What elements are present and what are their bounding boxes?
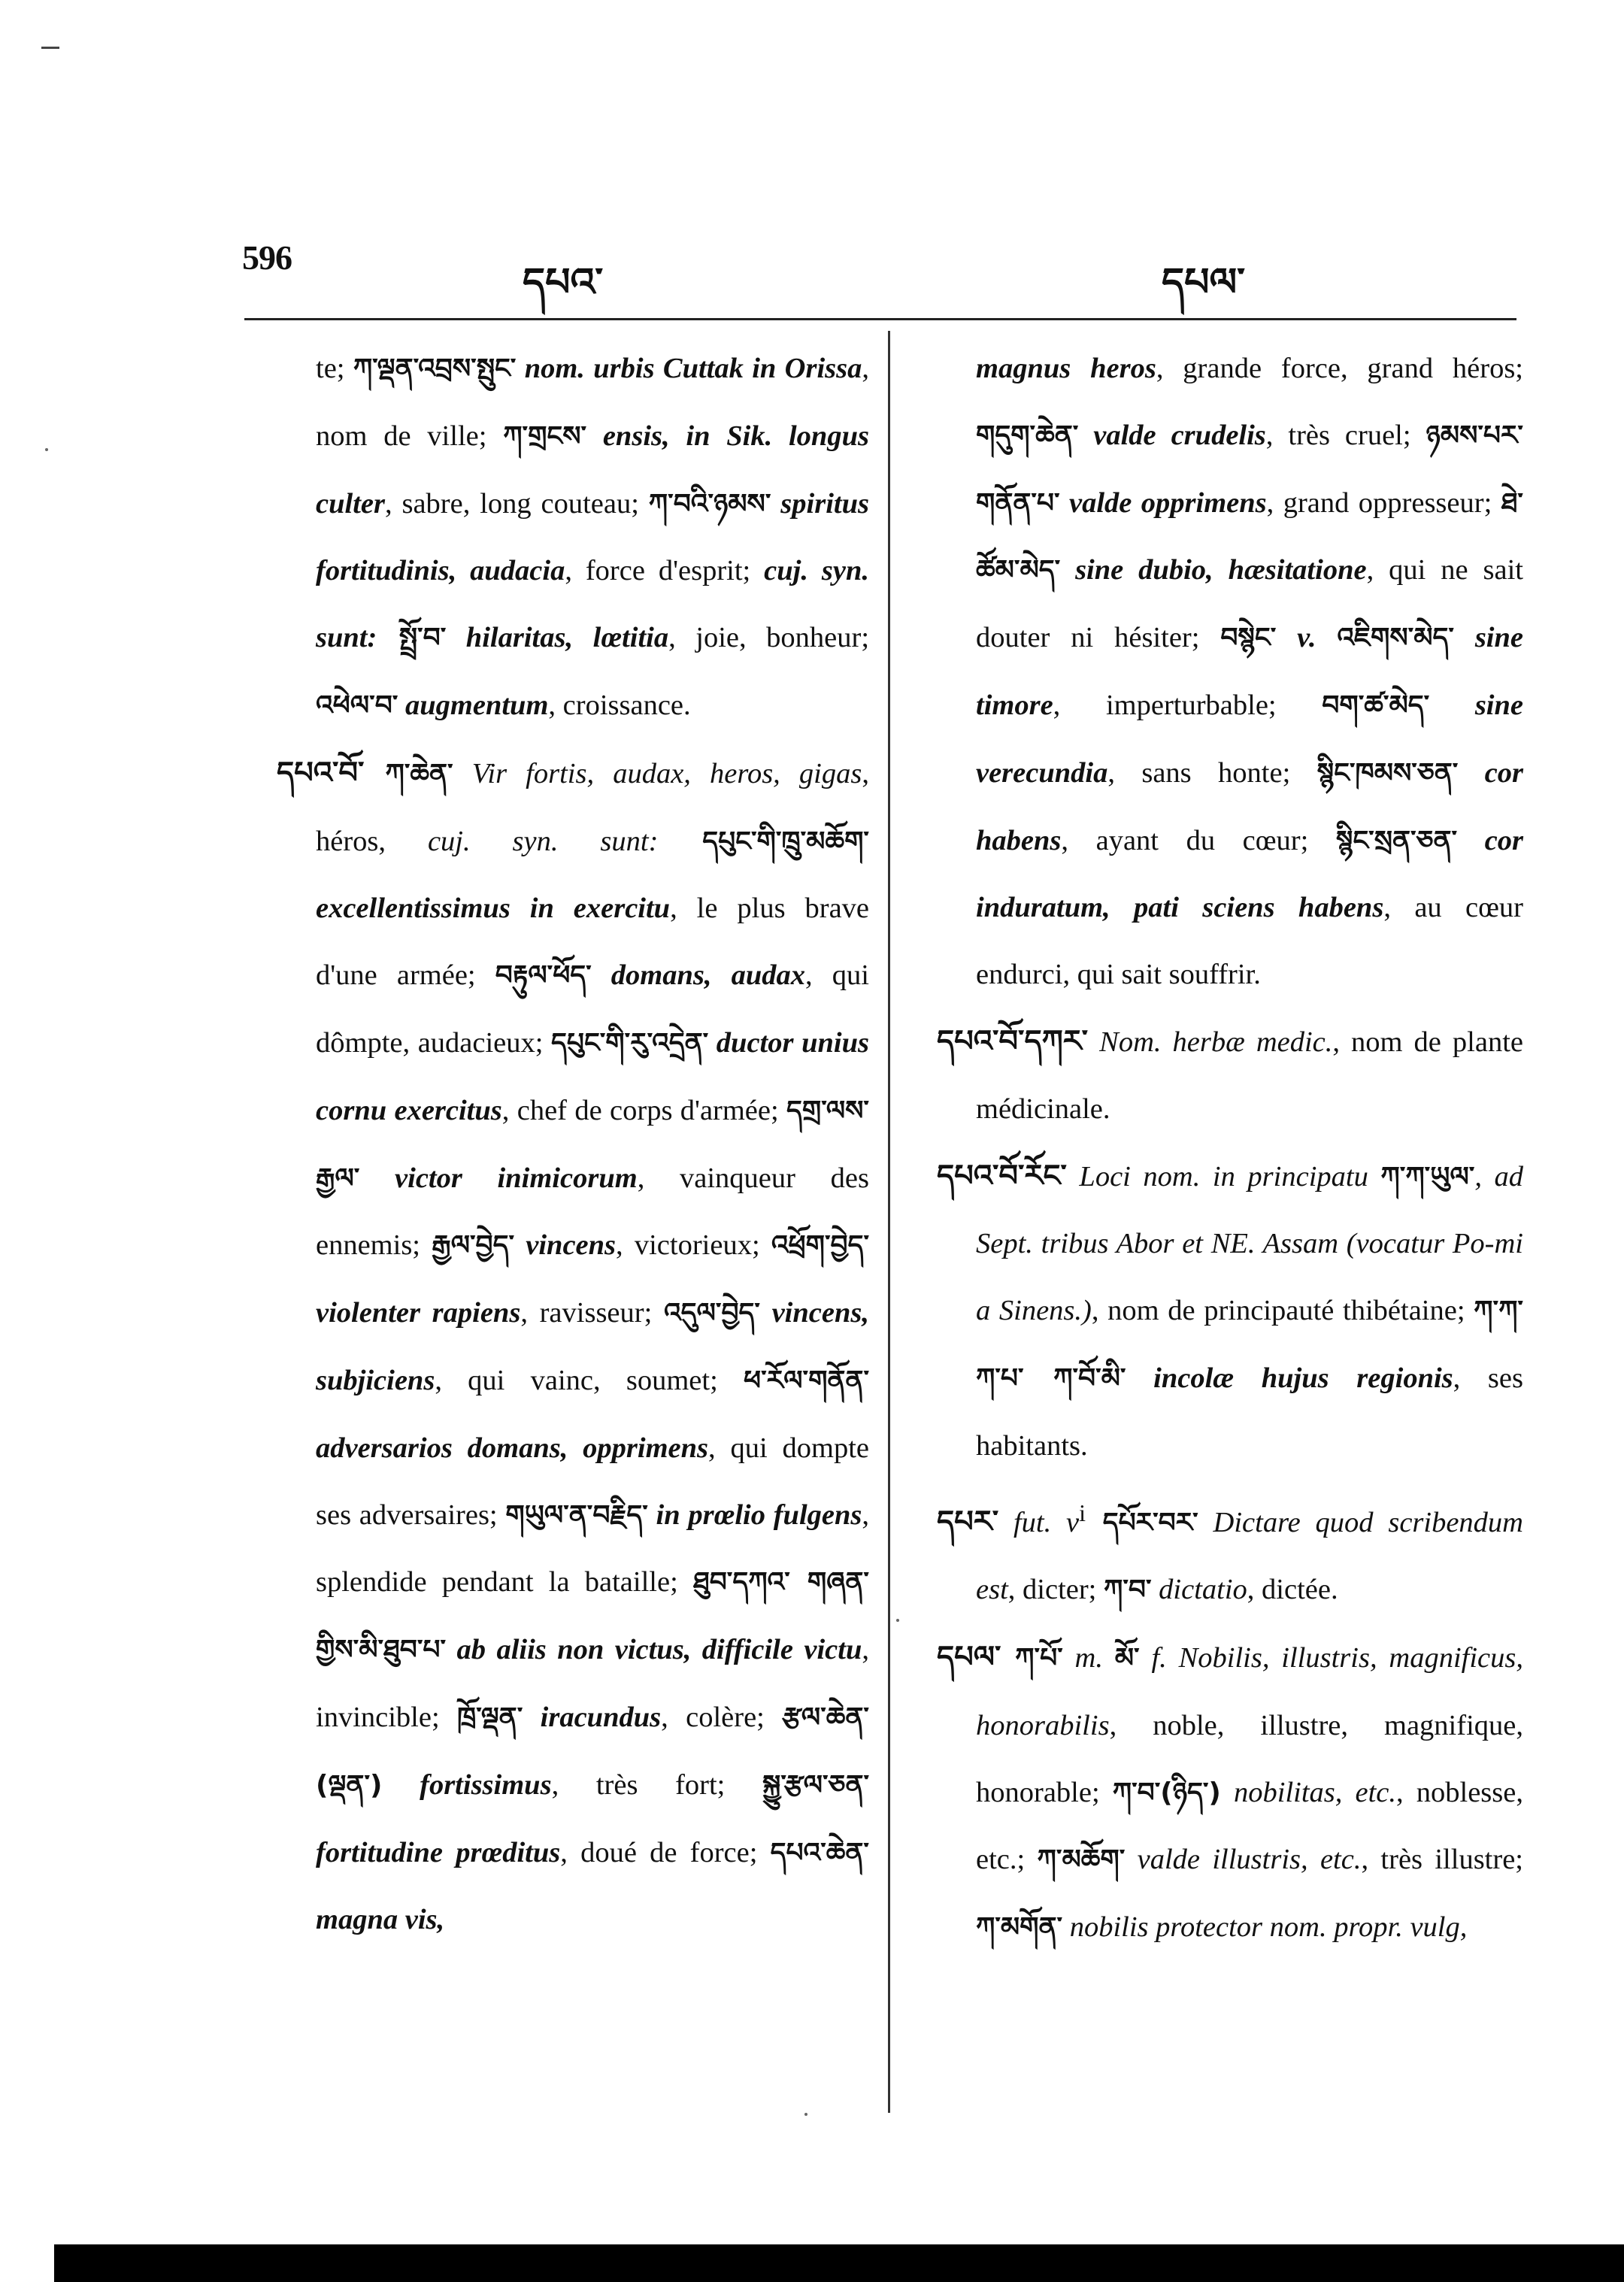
tibetan-term: འཕྲོག་བྱེད་ [771,1230,869,1262]
latin-gloss: victor inimicorum [359,1162,638,1194]
latin-gloss: domans, audax [591,959,806,992]
latin-gloss: cuj. syn. sunt: [427,825,659,857]
latin-gloss: Nom. herbæ medic. [1088,1026,1333,1058]
tibetan-term: ཀ་ལྡན་འབྲས་སྤུང་ [353,353,517,384]
latin-gloss: Loci nom. in principatu [1066,1160,1381,1193]
latin-gloss: cor habens [976,756,1523,856]
gloss-text: , noblesse, etc.; [976,1776,1523,1876]
gloss-text: te; [316,353,353,384]
tibetan-term: ཀ་བ་ [1104,1574,1152,1606]
tibetan-term: འདུལ་བྱེད་ [663,1298,760,1329]
latin-gloss: cor induratum, pati sciens habens [976,824,1523,924]
gloss-text: , doué de force; [560,1836,771,1868]
scan-speck [804,2113,807,2116]
gloss-text: , au cœur endurci, qui sait souffrir. [976,892,1523,991]
latin-gloss: ensis, in Sik. longus culter [316,420,869,520]
tibetan-term: ཕ་རོལ་གནོན་ [744,1365,869,1396]
dictionary-entry [937,1624,1523,1962]
scan-mark [41,47,59,49]
latin-gloss: f. Nobilis, illustris, magnificus, honorabilis [976,1641,1523,1741]
gloss-text: , vainqueur des ennemis; [316,1162,869,1262]
entry-headword: དཔལ་ [937,1639,1001,1674]
tibetan-term: ཀ་གྲངས་ [503,420,587,452]
gloss-text: , force d'esprit; [565,555,765,587]
tibetan-term: སྐྱུ་རྩལ་ཅན་ [762,1769,870,1801]
scan-speck [45,448,48,451]
gloss-text: , croissance. [548,689,691,721]
gloss-text: , sabre, long couteau; [384,487,649,520]
gloss-text: , invincible; [316,1634,869,1733]
entry-headword: དཔའ་བོ་ [277,755,365,790]
gloss-text: , dicter; [1007,1574,1104,1606]
entry-headword: དཔའ་བོ་དཀར་ [937,1023,1089,1059]
latin-gloss: hilaritas, lœtitia [446,622,669,654]
gloss-text: , dictée. [1247,1574,1338,1606]
gloss-text: , sans honte; [1107,756,1317,789]
gloss-text: , nom de plante médicinale. [976,1026,1523,1125]
latin-gloss: iracundus [523,1701,662,1733]
tibetan-term: ཀ་མགོན་ [976,1912,1063,1944]
gloss-text: , nom de principauté thibétaine; [1091,1295,1474,1327]
latin-gloss: adversarios domans, opprimens [316,1432,709,1464]
latin-gloss: sine verecundia [976,689,1523,789]
gloss-text: , joie, bonheur; [668,622,870,654]
gloss-text: , le plus brave d'une armée; [316,892,869,992]
latin-gloss: cuj. syn. sunt: [316,555,869,654]
tibetan-term: གདུག་ཆེན་ [976,420,1079,451]
dictionary-entry [937,1143,1523,1480]
latin-gloss: fortissimus [382,1768,552,1801]
left-column [277,335,870,1953]
gloss-text: , nom de ville; [316,353,869,452]
tibetan-term: འཕེལ་བ་ [316,689,398,721]
scan-border-bar [54,2244,1624,2282]
running-head-right: དཔལ་ [1162,260,1246,305]
tibetan-term: སྙིང་ཁམས་ཅན་ [1316,757,1459,789]
tibetan-term: ཀ་ཀ་ཡུལ་ [1380,1161,1475,1193]
dictionary-entry [937,1008,1523,1143]
latin-gloss: valde illustris, etc. [1125,1844,1362,1876]
latin-gloss: in prœlio fulgens [647,1499,862,1531]
tibetan-term: དཔའ་ཆེན་ [770,1837,869,1868]
tibetan-term: གཡུལ་ན་བརྗིད་ [505,1499,648,1531]
latin-gloss: valde opprimens [1059,486,1267,519]
tibetan-term: བག་ཚ་མེད་ [1322,689,1430,721]
tibetan-term: དཔུང་གི་རུ་འདྲེན་ [551,1027,709,1059]
entry-headword: དཔའ་བོ་རོང་ [937,1158,1067,1193]
latin-gloss: m. [1062,1641,1115,1674]
dictionary-entry [937,1480,1523,1624]
gloss-text: , qui dompte ses adversaires; [316,1432,869,1531]
tibetan-term: དཔོར་བར་ [1086,1507,1198,1538]
tibetan-term: བསྙེང་ [1220,623,1277,654]
gloss-text: , très fort; [551,1768,763,1801]
page-number: 596 [242,238,292,277]
latin-gloss: vincens, subjiciens [316,1297,869,1396]
gloss-text: , grand oppresseur; [1266,486,1501,519]
latin-gloss: sine dubio, hæsitatione [1060,554,1367,586]
tibetan-term: ཐེ་ཚོམ་མེད་ [976,487,1523,586]
header-rule [244,318,1516,320]
tibetan-term: ཀ་བའི་ཉམས་ [648,488,771,520]
latin-gloss: sine timore [976,622,1523,721]
entry-continuation [316,335,869,740]
latin-gloss: ductor unius cornu exercitus [316,1026,869,1126]
gloss-text: , imperturbable; [1053,689,1323,721]
tibetan-term: སྙིང་སྲན་ཅན་ [1335,825,1458,856]
latin-gloss: fut. v [998,1506,1080,1538]
tibetan-term: རྒྱལ་བྱེད་ [432,1230,515,1262]
gloss-text: , très cruel; [1265,419,1426,451]
latin-gloss: ab aliis non victus, difficile victu [446,1634,862,1666]
latin-gloss: incolæ hujus regionis [1126,1362,1453,1394]
latin-gloss: excellentissimus in exercitu [316,892,671,925]
latin-gloss: v. [1276,622,1338,654]
latin-gloss: Dictare quod scribendum est [976,1506,1523,1606]
entry-headword: དཔར་ [937,1504,999,1539]
tibetan-term: ཀ་བ་(ཉིད་) [1112,1777,1221,1808]
gloss-text: , ravisseur; [520,1297,664,1329]
gloss-text: , qui ne sait douter ni hésiter; [976,554,1523,654]
tibetan-term: བརྟུལ་ཕོད་ [495,960,592,992]
tibetan-term: ཐུབ་དཀའ་ གཞན་གྱིས་མི་ཐུབ་པ་ [316,1567,869,1666]
tibetan-term: འཇིགས་མེད་ [1337,623,1454,654]
gloss-text: , noble, illustre, magnifique, honorable; [976,1709,1523,1808]
tibetan-term: ཀ་པོ་ [1001,1642,1063,1674]
latin-gloss: vincens [514,1229,617,1262]
latin-gloss: dictatio [1151,1574,1247,1606]
tibetan-term: རྩལ་ཆེན་(ལྡན་) [316,1702,869,1801]
gloss-text: , ayant du cœur; [1061,824,1336,856]
latin-gloss: augmentum [398,689,549,721]
latin-gloss: magnus heros [976,353,1156,384]
latin-gloss: valde crudelis [1078,419,1266,451]
dictionary-entry [277,740,869,1953]
entry-continuation [976,335,1523,1008]
latin-gloss: nobilitas, etc. [1220,1776,1397,1808]
gloss-text: , très illustre; [1361,1844,1523,1876]
latin-gloss: spiritus fortitudinis, audacia [316,487,869,587]
right-column [937,335,1524,1962]
gloss-text: , grande force, grand héros; [1156,353,1523,384]
latin-gloss: nom. urbis Cuttak in Orissa [516,353,862,384]
tibetan-term: ཀ་ཆེན་ [364,758,453,789]
tibetan-term: དགྲ་ལས་རྒྱལ་ [316,1095,869,1194]
latin-gloss: nobilis protector nom. propr. vulg, [1062,1911,1468,1944]
tibetan-term: ཀ་ཀ་ཀ་པ་ ཀ་བོ་མི་ [976,1296,1523,1394]
gloss-text: , chef de corps d'armée; [501,1094,787,1126]
gloss-text: , qui vainc, soumet; [435,1364,744,1396]
gloss-text: , victorieux; [616,1229,771,1262]
tibetan-term: སྤྲོ་བ་ [377,623,447,654]
tibetan-term: ཉམས་པར་གནོན་པ་ [976,420,1523,519]
gloss-text: , splendide pendant la bataille; [316,1499,870,1599]
tibetan-term: ཀ་མཆོག་ [1037,1844,1126,1876]
latin-gloss: , ad Sept. tribus Abor et NE. Assam (vocatur Po-mi a Sinens.) [976,1160,1524,1327]
gloss-text: , qui dômpte, audacieux; [316,959,869,1059]
gloss-text: , ses habitants. [976,1362,1523,1462]
scan-speck [896,1619,899,1622]
gloss-text: , colère; [661,1701,783,1733]
latin-gloss: magna vis, [316,1904,445,1936]
tibetan-term: ཁྲོ་ལྡན་ [457,1702,523,1733]
column-divider [888,331,890,2113]
latin-gloss: Vir fortis, audax, heros, gigas [453,757,862,789]
tibetan-term: མོ་ [1114,1642,1140,1674]
running-head-left: དཔའ་ [523,260,604,305]
gloss-text: , héros, [316,757,869,857]
latin-gloss: violenter rapiens [316,1297,521,1329]
latin-gloss: fortitudine prœditus [316,1836,561,1868]
superscript: i [1079,1499,1086,1526]
tibetan-term: དཔུང་གི་ཁྲུ་མཆོག་ [658,826,869,857]
